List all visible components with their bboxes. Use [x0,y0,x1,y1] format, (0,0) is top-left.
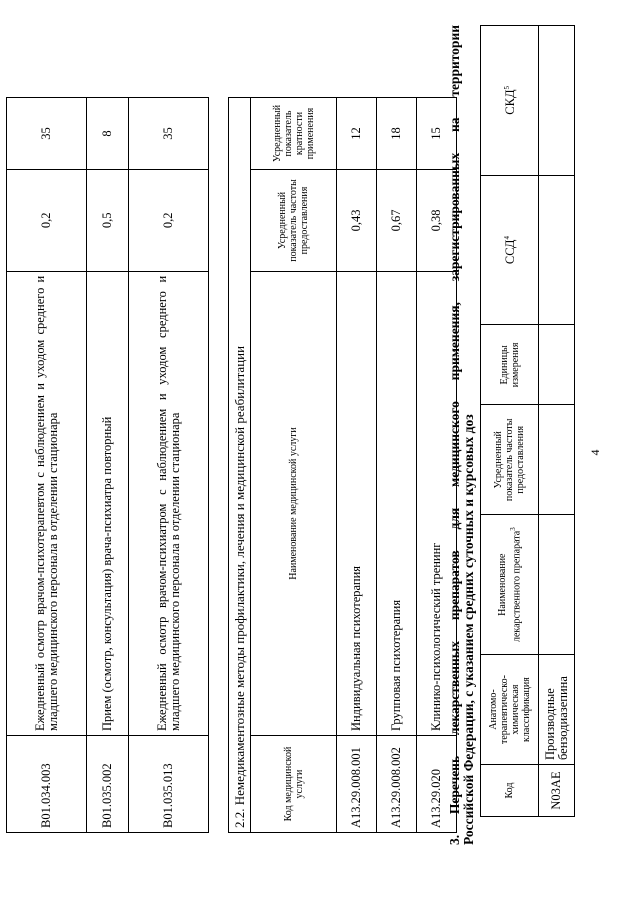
table-row [129,98,209,833]
table-row [337,98,377,833]
service-code: A13.29.008.001 [337,736,377,833]
table-row [7,98,87,833]
drugs-table [480,25,575,817]
multiplicity-value: 12 [337,98,377,170]
frequency-value: 0,2 [7,169,87,271]
header-skd [481,26,539,176]
header-code: Код [481,765,539,817]
drug-frequency [539,405,575,515]
service-name: Групповая психотерапия [377,271,417,735]
service-name: Индивидуальная психотерапия [337,271,377,735]
multiplicity-value: 35 [129,98,209,170]
header-name: Наименование медицинской услуги [251,271,337,735]
footnote-4: 4 [503,236,512,240]
section-title-row [229,98,251,833]
header-drug-name-text: Наименование лекарственного препарата [496,530,523,643]
header-frequency: Усредненный показатель частоты предоставления [481,405,539,515]
frequency-value: 0,38 [417,170,457,272]
header-units: Единицы измерения [481,325,539,405]
drug-ssd [539,175,575,325]
service-code: A13.29.020 [417,736,457,833]
header-row [251,98,337,833]
header-drug-name [481,515,539,655]
header-row [481,26,539,817]
service-code: B01.035.013 [129,736,209,833]
table-row [377,98,417,833]
drug-skd [539,26,575,176]
drug-units [539,325,575,405]
non-drug-methods-table [228,97,457,833]
frequency-value: 0,43 [337,170,377,272]
service-code: B01.034.003 [7,736,87,833]
service-code: A13.29.008.002 [377,736,417,833]
frequency-value: 0,67 [377,170,417,272]
header-code: Код медицинской услуги [251,736,337,833]
drug-code: N03AE [539,765,575,817]
header-ssd-text: ССД [503,239,518,265]
page-number: 4 [588,449,602,456]
service-name: Прием (осмотр, консультация) врача-психиатра повторный [87,271,129,735]
multiplicity-value: 15 [417,98,457,170]
frequency-value: 0,2 [129,169,209,271]
service-name: Ежедневный осмотр врачом-психотерапевтом с наблюдением и уходом среднего и младшего медицинского персонала в отделении стационара [7,271,87,735]
multiplicity-value: 35 [7,98,87,170]
frequency-value: 0,5 [87,169,129,271]
header-multiplicity: Усредненный показатель кратности применения [251,98,337,170]
section3-title [448,25,462,845]
service-name: Ежедневный осмотр врачом-психиатром с наблюдением и уходом среднего и младшего медицинского персонала в отделении стационара [129,271,209,735]
service-name: Клинико-психологический тренинг [417,271,457,735]
header-ssd [481,175,539,325]
section3-title-line2: Российской Федерации, с указанием средних суточных и курсовых доз [461,414,476,845]
service-code: B01.035.002 [87,736,129,833]
drug-atc: Производные бензодиазепина [539,655,575,765]
section3-title-line1: 3. Перечень лекарственных препаратов для медицинского применения, зарегистрированных на территории [447,25,462,845]
header-frequency: Усредненный показатель частоты предоставления [251,170,337,272]
drug-name [539,515,575,655]
services-table-continued [6,97,209,833]
section-title: 2.2. Немедикаментозные методы профилактики, лечения и медицинской реабилитации [229,98,251,833]
multiplicity-value: 8 [87,98,129,170]
footnote-5: 5 [503,86,512,90]
footnote-3: 3 [508,527,517,531]
table-row [87,98,129,833]
multiplicity-value: 18 [377,98,417,170]
table-row [539,26,575,817]
header-atc: Анатомо-терапевтическо-химическая классификация [481,655,539,765]
section3-title-second [462,25,476,845]
header-skd-text: СКД [503,89,518,115]
